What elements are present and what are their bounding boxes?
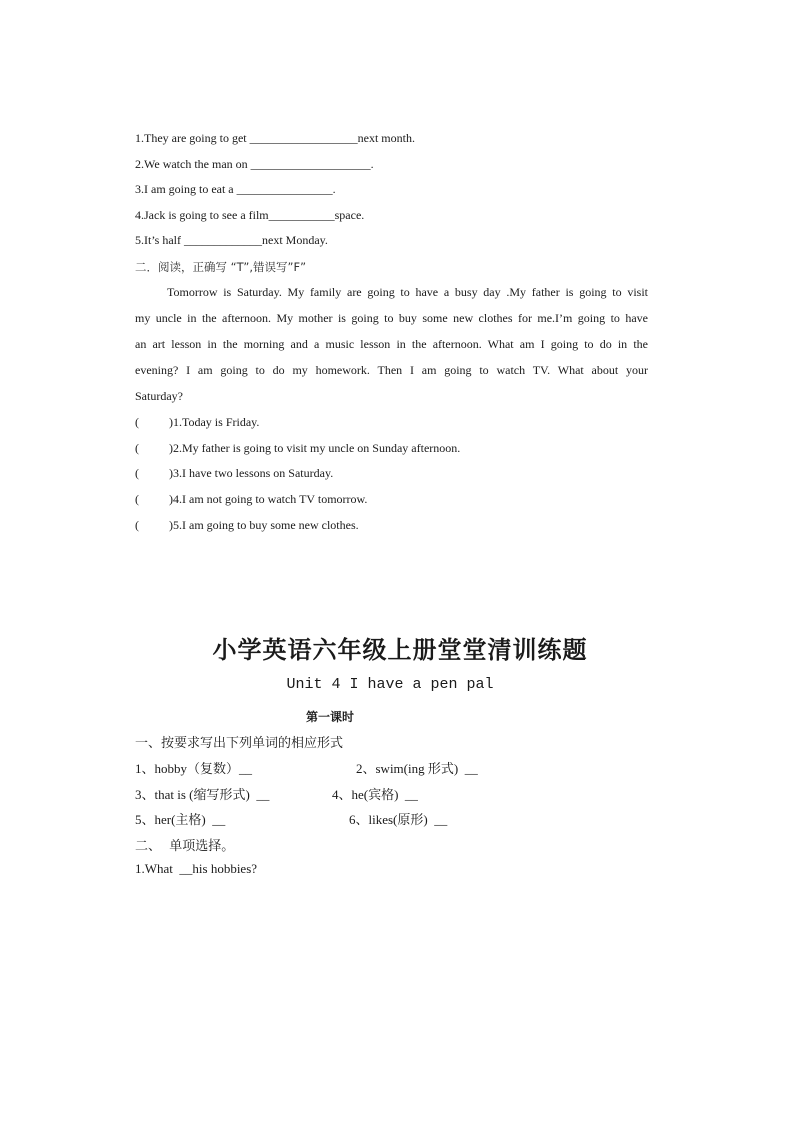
word-forms-section-heading: 一、按要求写出下列单词的相应形式 [135, 736, 344, 751]
tf-question-5: ( )5.I am going to buy some new clothes. [135, 518, 359, 532]
passage-line-5: Saturday? [135, 389, 183, 403]
passage-line-3: an art lesson in the morning and a music lesson in the afternoon. What am I going to do in the [135, 337, 648, 351]
multiple-choice-question-1: 1.What __his hobbies? [135, 861, 258, 876]
lesson-title: 第一课时 [305, 710, 354, 724]
fill-blank-question-2: 2.We watch the man on ____________________. [135, 157, 374, 171]
word-form-question-1: 1、hobby（复数）__ [135, 761, 253, 776]
unit-title: Unit 4 I have a pen pal [286, 676, 494, 693]
tf-question-1: ( )1.Today is Friday. [135, 415, 260, 429]
worksheet-title: 小学英语六年级上册堂堂清训练题 [212, 636, 588, 664]
word-form-question-3: 3、that is (缩写形式) __ [135, 787, 270, 802]
multiple-choice-section-heading: 二、 单项选择。 [135, 839, 235, 854]
word-form-question-5: 5、her(主格) __ [135, 812, 226, 827]
tf-question-4: ( )4.I am not going to watch TV tomorrow. [135, 492, 368, 506]
word-form-question-6: 6、likes(原形) __ [349, 812, 448, 827]
passage-line-1: Tomorrow is Saturday. My family are going to have a busy day .My father is going to visit [167, 285, 648, 299]
passage-line-4: evening? I am going to do my homework. Then I am going to watch TV. What about your [135, 363, 648, 377]
fill-blank-question-5: 5.It’s half _____________next Monday. [135, 233, 328, 247]
reading-section-heading: 二．阅读，正确写 “T”,错误写”F” [135, 260, 307, 274]
tf-question-2: ( )2.My father is going to visit my uncle on Sunday afternoon. [135, 441, 461, 455]
fill-blank-question-3: 3.I am going to eat a ________________. [135, 182, 336, 196]
word-form-question-4: 4、he(宾格) __ [332, 787, 418, 802]
tf-question-3: ( )3.I have two lessons on Saturday. [135, 466, 334, 480]
word-form-question-2: 2、swim(ing 形式) __ [356, 761, 478, 776]
fill-blank-question-1: 1.They are going to get __________________next month. [135, 131, 415, 145]
passage-line-2: my uncle in the afternoon. My mother is going to buy some new clothes for me.I’m going to have [135, 311, 648, 325]
fill-blank-question-4: 4.Jack is going to see a film___________space. [135, 208, 365, 222]
